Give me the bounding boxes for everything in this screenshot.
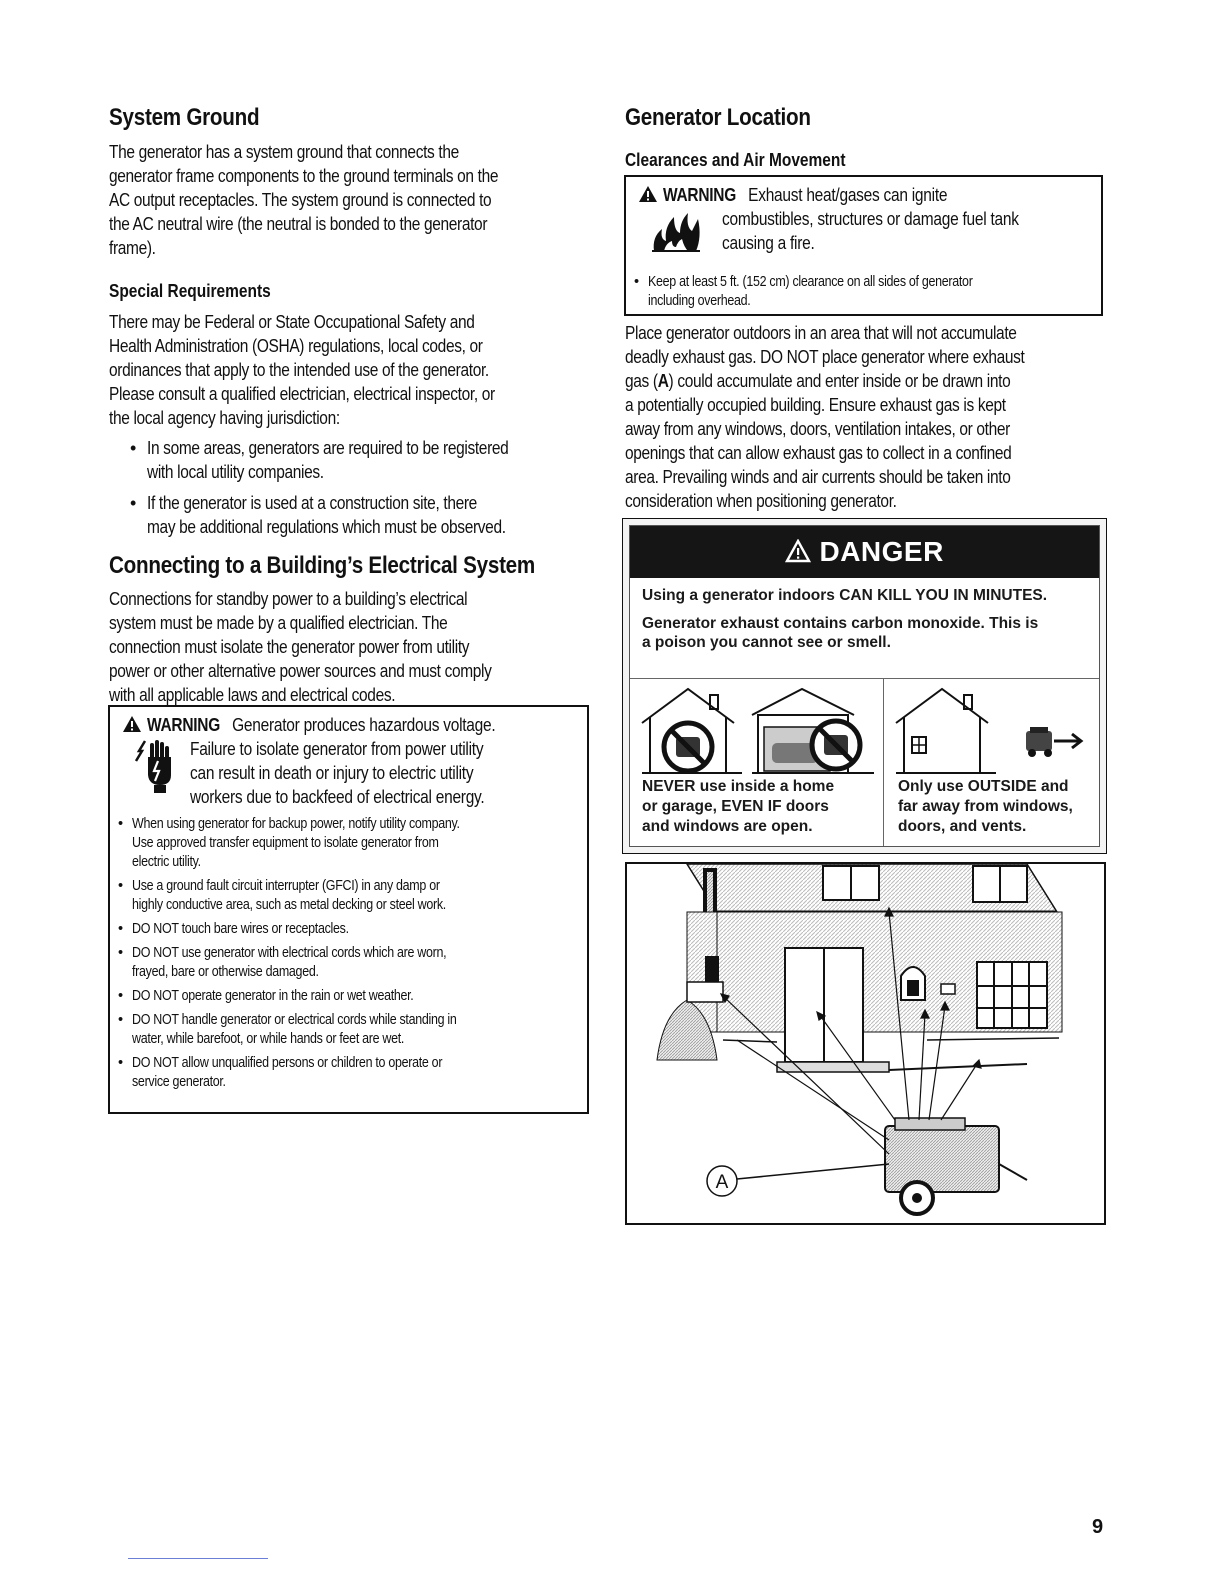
generator-location-heading: Generator Location <box>625 104 811 131</box>
callout-a-label: A <box>715 1172 729 1193</box>
never-indoors-caption: NEVER use inside a home or garage, EVEN IF doors and windows are open. <box>642 778 835 835</box>
only-outside-caption: Only use OUTSIDE and far away from windows, doors, and vents. <box>898 778 1073 835</box>
text-line: AC output receptacles. The system ground is connected to <box>109 190 492 210</box>
warning-exhaust-detail <box>636 207 1093 257</box>
list-item: • DO NOT touch bare wires or receptacles. <box>110 920 579 939</box>
special-requirements-paragraph <box>109 310 587 430</box>
warning-triangle-icon <box>122 715 147 735</box>
warning-voltage-box <box>108 705 589 1114</box>
system-ground-heading: System Ground <box>109 104 260 131</box>
warning-label: WARNING <box>146 715 220 735</box>
house-outline-icon <box>892 685 1002 782</box>
never-indoors-panel <box>630 679 884 846</box>
list-item: • DO NOT handle generator or electrical cords while standing in water, while barefoot, or while hands or feet are wet. <box>110 1011 579 1049</box>
text-line: a potentially occupied building. Ensure exhaust gas is kept <box>625 395 1006 415</box>
warning-voltage-header <box>120 713 579 737</box>
warning-line: combustibles, structures or damage fuel tank <box>722 209 1019 229</box>
text-line: ordinances that apply to the intended use of the generator. <box>109 360 489 380</box>
special-requirements-list <box>109 436 587 539</box>
warning-line: Exhaust heat/gases can ignite <box>747 185 947 205</box>
danger-label <box>622 518 1107 854</box>
list-item: • DO NOT use generator with electrical cords which are worn, frayed, bare or otherwise damaged. <box>110 944 579 982</box>
list-item: • In some areas, generators are required to be registered with local utility companies. <box>109 436 587 484</box>
connecting-paragraph <box>109 587 587 707</box>
danger-line: Using a generator indoors CAN KILL YOU IN MINUTES. <box>642 587 1048 604</box>
text-line: the AC neutral wire (the neutral is bonded to the generator <box>109 214 488 234</box>
text-line: deadly exhaust gas. DO NOT place generator where exhaust <box>625 347 1025 367</box>
special-requirements-heading: Special Requirements <box>109 281 271 301</box>
warning-line: causing a fire. <box>722 233 815 253</box>
fire-icon <box>650 207 702 258</box>
exhaust-illustration <box>625 862 1106 1225</box>
warning-triangle-icon <box>638 185 663 205</box>
text-line: frame). <box>109 238 156 258</box>
text-line: There may be Federal or State Occupational Safety and <box>109 312 475 332</box>
list-item: • Keep at least 5 ft. (152 cm) clearance on all sides of generator including overhead. <box>626 273 1093 311</box>
warning-line: workers due to backfeed of electrical energy. <box>190 787 485 807</box>
text-line: openings that can allow exhaust gas to collect in a confined <box>625 443 1012 463</box>
danger-header <box>630 526 1099 578</box>
list-item: • DO NOT allow unqualified persons or children to operate or service generator. <box>110 1054 579 1092</box>
bottom-rule <box>128 1558 268 1559</box>
electric-shock-icon <box>132 739 178 802</box>
warning-line: Generator produces hazardous voltage. <box>231 715 496 735</box>
text-line: Please consult a qualified electrician, electrical inspector, or <box>109 384 495 404</box>
text-line: generator frame components to the ground terminals on the <box>109 166 499 186</box>
page-number: 9 <box>1092 1516 1104 1538</box>
connecting-heading: Connecting to a Building’s Electrical System <box>109 552 536 579</box>
text-line: away from any windows, doors, ventilation intakes, or other <box>625 419 1010 439</box>
left-column <box>109 100 587 707</box>
warning-line: can result in death or injury to electric utility <box>190 763 474 783</box>
warning-triangle-icon <box>785 536 819 567</box>
system-ground-paragraph <box>109 140 587 260</box>
text-line: with all applicable laws and electrical codes. <box>109 685 396 705</box>
list-item: • If the generator is used at a construction site, there may be additional regulations which must be observed. <box>109 491 587 539</box>
callout-a-ref: A <box>657 371 669 391</box>
text-line: Connections for standby power to a building’s electrical <box>109 589 468 609</box>
right-column <box>625 100 1106 171</box>
list-item: • DO NOT operate generator in the rain or wet weather. <box>110 987 579 1006</box>
only-outside-panel <box>884 679 1099 846</box>
text-line: consideration when positioning generator. <box>625 491 897 511</box>
text-line: the local agency having jurisdiction: <box>109 408 340 428</box>
house-generator-drawing <box>627 864 1104 1223</box>
warning-voltage-detail <box>120 737 579 811</box>
warning-exhaust-header <box>636 183 1093 207</box>
text-line: gas (A) could accumulate and enter inside or be drawn into <box>625 371 1011 391</box>
text-line: Place generator outdoors in an area that will not accumulate <box>625 323 1017 343</box>
generator-outside-icon <box>1024 723 1088 768</box>
danger-label-inner <box>629 525 1100 847</box>
list-item: • Use a ground fault circuit interrupter (GFCI) in any damp or highly conductive area, such as metal decking or steel work. <box>110 877 579 915</box>
house-prohibited-icon <box>638 685 750 782</box>
text-line: area. Prevailing winds and air currents should be taken into <box>625 467 1011 487</box>
generator-icon <box>885 1118 1027 1214</box>
text-line: The generator has a system ground that connects the <box>109 142 459 162</box>
text-line: Health Administration (OSHA) regulations, local codes, or <box>109 336 483 356</box>
warning-exhaust-box <box>624 175 1103 316</box>
clearances-heading: Clearances and Air Movement <box>625 150 846 170</box>
text-line: power or other alternative power sources and must comply <box>109 661 492 681</box>
warning-voltage-list <box>110 815 579 1092</box>
warning-label: WARNING <box>662 185 736 205</box>
warning-exhaust-list <box>626 273 1093 311</box>
danger-title: DANGER <box>819 536 944 567</box>
danger-line: Generator exhaust contains carbon monoxide. This is a poison you cannot see or smell. <box>642 615 1039 651</box>
garage-prohibited-icon <box>750 685 876 782</box>
text-line: connection must isolate the generator power from utility <box>109 637 470 657</box>
danger-message <box>630 578 1099 652</box>
warning-line: Failure to isolate generator from power utility <box>190 739 484 759</box>
text-line: system must be made by a qualified electrician. The <box>109 613 448 633</box>
danger-panels <box>630 678 1099 846</box>
list-item: • When using generator for backup power, notify utility company. Use approved transfer equipment to isolate generator from electric utility. <box>110 815 579 872</box>
placement-paragraph <box>625 321 1106 513</box>
